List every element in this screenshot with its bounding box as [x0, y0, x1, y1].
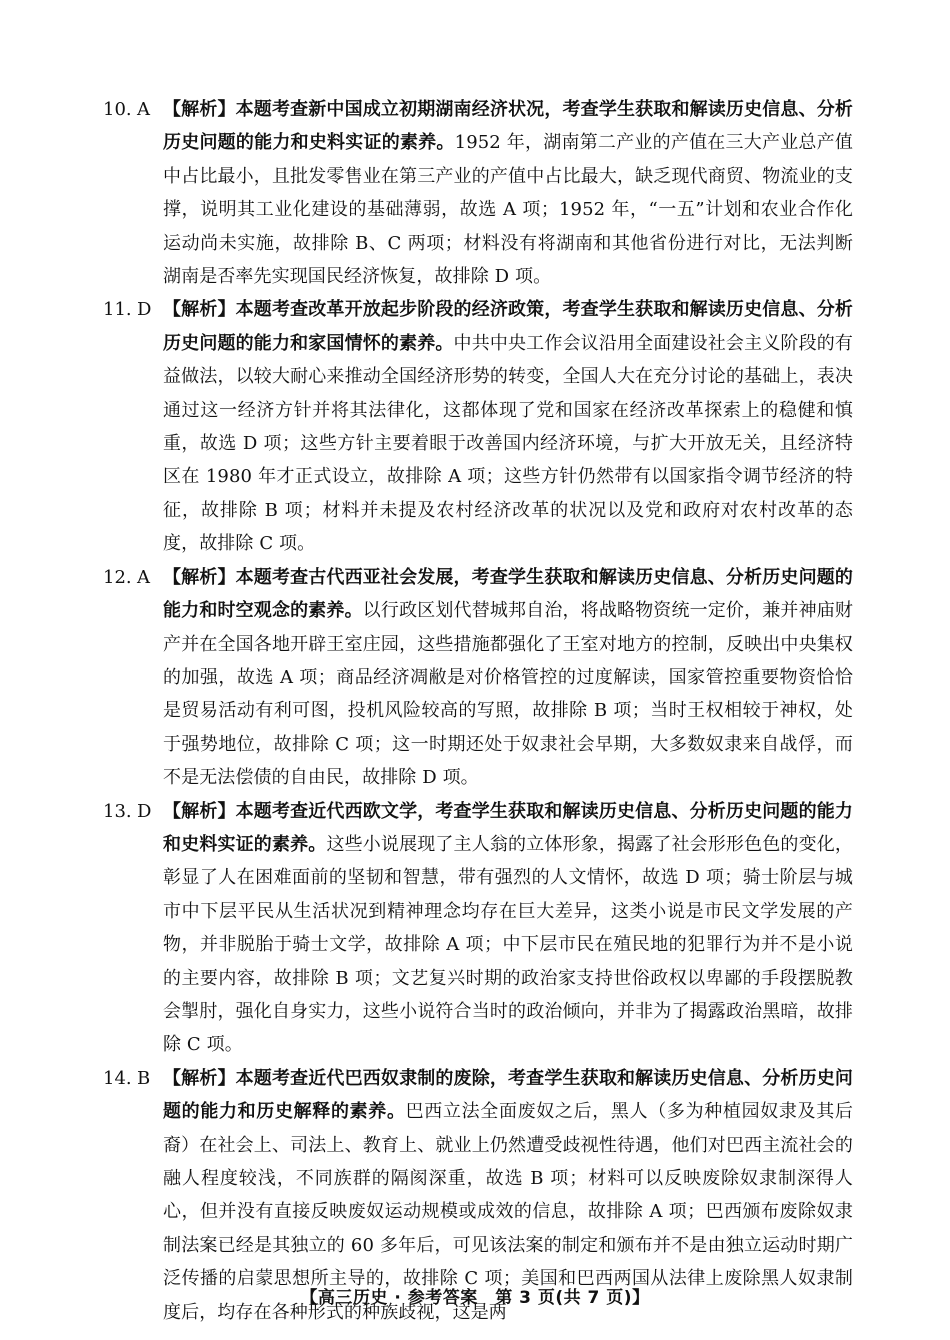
explanation-lead: 本题考查古代西亚社会发展，考查学生获取和解读历史信息、分析历史问题的能力和时空观念的素养。 — [163, 566, 853, 622]
page-footer: 【高三历史 · 参考答案 第 3 页(共 7 页)】 — [300, 1288, 650, 1308]
answer-item-11 — [103, 293, 853, 560]
analysis-tag: 【解析】 — [163, 566, 236, 588]
explanation-lead: 本题考查改革开放起步阶段的经济政策，考查学生获取和解读历史信息、分析历史问题的能力和家国情怀的素养。 — [163, 299, 853, 354]
explanation-text: 巴西立法全面废奴之后，黑人（多为种植园奴隶及其后裔）在社会上、司法上、教育上、就业上仍然遭受歧视性待遇，他们对巴西主流社会的融人程度较浅，不同族群的隔阂深重，故选 B 项；材料可以反映废除奴隶制深得人心，但并没有直接反映废奴运动规模或成效的信息，故排除 A 项；巴西颁布废除奴隶制法案已经是其独立的 60 多年后，可见该法案的制定和颁布并不是由独立运动时期广泛传播的启蒙思想所主导的，故排除 C 项；美国和巴西两国从法律上废除黑人奴隶制度后，均存在各种形式的种族歧视，这是两 — [163, 1101, 853, 1323]
analysis-tag: 【解析】 — [163, 800, 236, 822]
explanation — [163, 795, 853, 1062]
explanation — [163, 293, 853, 560]
answer-list — [103, 93, 853, 1329]
explanation-text: 1952 年，湖南第二产业的产值在三大产业总产值中占比最小，且批发零售业在第三产业的产值中占比最大，缺乏现代商贸、物流业的支撑，说明其工业化建设的基础薄弱，故选 A 项；1952 年，“一五”计划和农业合作化运动尚未实施，故排除 B、C 两项；材料没有将湖南和其他省份进行对比，无法判断湖南是否率先实现国民经济恢复，故排除 D 项。 — [163, 132, 853, 288]
answer-letter: D — [137, 299, 152, 321]
question-number: 14. — [103, 1067, 132, 1089]
explanation-lead: 本题考查近代巴西奴隶制的废除，考查学生获取和解读历史信息、分析历史问题的能力和历史解释的素养。 — [163, 1067, 853, 1123]
analysis-tag: 【解析】 — [163, 299, 236, 321]
explanation-text: 以行政区划代替城邦自治，将战略物资统一定价，兼并神庙财产并在全国各地开辟王室庄园，这些措施都强化了王室对地方的控制，反映出中央集权的加强，故选 A 项；商品经济凋敝是对价格管控的过度解读，国家管控重要物资恰恰是贸易活动有利可图，投机风险较高的写照，故排除 B 项；当时王权相较于神权，处于强势地位，故排除 C 项；这一时期还处于奴隶社会早期，大多数奴隶来自战俘，而不是无法偿债的自由民，故排除 D 项。 — [163, 600, 853, 789]
question-number: 13. — [103, 800, 132, 822]
analysis-tag: 【解析】 — [163, 1067, 236, 1089]
question-number: 11. — [103, 299, 132, 321]
answer-item-12 — [103, 561, 853, 795]
answer-letter: D — [137, 800, 152, 822]
question-number: 10. — [103, 99, 132, 120]
explanation — [163, 561, 853, 795]
answer-item-13 — [103, 795, 853, 1062]
explanation-lead: 本题考查近代西欧文学，考查学生获取和解读历史信息、分析历史问题的能力和史料实证的素养。 — [163, 800, 853, 855]
explanation — [163, 93, 853, 293]
answer-item-10 — [103, 93, 853, 293]
explanation-lead: 本题考查新中国成立初期湖南经济状况，考查学生获取和解读历史信息、分析历史问题的能力和史料实证的素养。 — [163, 99, 853, 154]
explanation-text: 中共中央工作会议沿用全面建设社会主义阶段的有益做法，以较大耐心来推动全国经济形势的转变，全国人大在充分讨论的基础上，表决通过这一经济方针并将其法律化，这都体现了党和国家在经济改革探索上的稳健和慎重，故选 D 项；这些方针主要着眼于改善国内经济环境，与扩大开放无关，且经济特区在 1980 年才正式设立，故排除 A 项；这些方针仍然带有以国家指令调节经济的特征，故排除 B 项；材料并未提及农村经济改革的状况以及党和政府对农村改革的态度，故排除 C 项。 — [163, 332, 853, 555]
analysis-tag: 【解析】 — [163, 99, 236, 120]
answer-letter: A — [137, 566, 150, 588]
question-number: 12. — [103, 566, 132, 588]
answer-letter: B — [137, 1067, 151, 1089]
answer-letter: A — [137, 99, 150, 120]
explanation-text: 这些小说展现了主人翁的立体形象，揭露了社会形形色色的变化，彰显了人在困难面前的坚韧和智慧，带有强烈的人文情怀，故选 D 项；骑士阶层与城市中下层平民从生活状况到精神理念均存在巨大差异，这类小说是市民文学发展的产物，并非脱胎于骑士文学，故排除 A 项；中下层市民在殖民地的犯罪行为并不是小说的主要内容，故排除 B 项；文艺复兴时期的政治家支持世俗政权以卑鄙的手段摆脱教会掣肘，强化自身实力，这些小说符合当时的政治倾向，并非为了揭露政治黑暗，故排除 C 项。 — [163, 833, 853, 1056]
